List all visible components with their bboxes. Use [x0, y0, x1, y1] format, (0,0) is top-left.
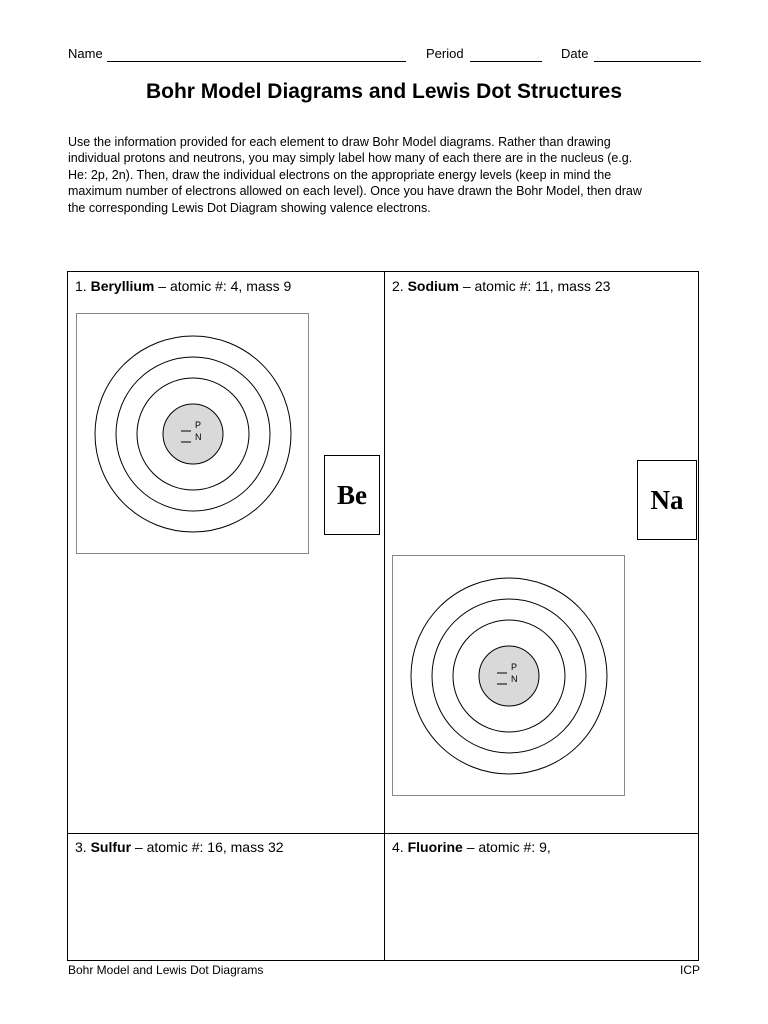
period-label: Period	[426, 46, 464, 61]
element-info: – atomic #: 16, mass 32	[134, 839, 284, 855]
cell-beryllium-label	[75, 277, 291, 295]
lewis-symbol-sodium[interactable]: Na	[637, 460, 697, 540]
footer-title: Bohr Model and Lewis Dot Diagrams	[68, 963, 264, 977]
nucleus	[479, 646, 539, 706]
instructions-line: He: 2p, 2n). Then, draw the individual electrons on the appropriate energy levels (keep in mind the	[68, 167, 612, 182]
bohr-diagram-beryllium[interactable]	[76, 313, 309, 554]
period-blank-line[interactable]	[470, 61, 542, 62]
element-name: Fluorine	[407, 839, 463, 855]
cell-number: 3.	[75, 839, 87, 855]
footer-course: ICP	[679, 963, 700, 977]
cell-number: 4.	[392, 839, 404, 855]
nucleus	[163, 404, 223, 464]
page-title: Bohr Model Diagrams and Lewis Dot Structures	[145, 80, 623, 103]
cell-sulfur-label	[75, 838, 284, 856]
cell-fluorine-label	[392, 838, 551, 856]
grid-divider-vertical	[384, 272, 385, 960]
element-grid	[67, 271, 699, 961]
lewis-symbol-beryllium[interactable]: Be	[324, 455, 380, 535]
neutron-label: N	[511, 674, 518, 684]
proton-label: P	[195, 420, 202, 430]
instructions-line: individual protons and neutrons, you may simply label how many of each there are in the nucleus (e.g.	[68, 151, 633, 166]
cell-number: 1.	[75, 278, 87, 294]
grid-divider-horizontal	[68, 833, 698, 834]
proton-label: P	[511, 662, 518, 672]
element-name: Sodium	[407, 278, 459, 294]
cell-number: 2.	[392, 278, 404, 294]
element-info: – atomic #: 11, mass 23	[462, 278, 611, 294]
cell-sodium-label	[392, 277, 610, 295]
student-info-row	[68, 46, 701, 64]
element-info: – atomic #: 4, mass 9	[158, 278, 292, 294]
instructions-paragraph	[68, 134, 708, 216]
neutron-label: N	[195, 432, 202, 442]
element-info: – atomic #: 9,	[466, 839, 551, 855]
bohr-diagram-sodium[interactable]	[392, 555, 625, 796]
instructions-line: maximum number of electrons allowed on each level). Once you have drawn the Bohr Model, then draw	[68, 184, 642, 199]
instructions-line: Use the information provided for each element to draw Bohr Model diagrams. Rather than drawing	[68, 135, 611, 149]
element-name: Sulfur	[90, 839, 132, 855]
name-label: Name	[68, 46, 103, 61]
instructions-line: the corresponding Lewis Dot Diagram showing valence electrons.	[68, 200, 431, 215]
date-label: Date	[561, 46, 589, 61]
date-blank-line[interactable]	[594, 61, 701, 62]
element-name: Beryllium	[90, 278, 155, 294]
name-blank-line[interactable]	[107, 61, 406, 62]
